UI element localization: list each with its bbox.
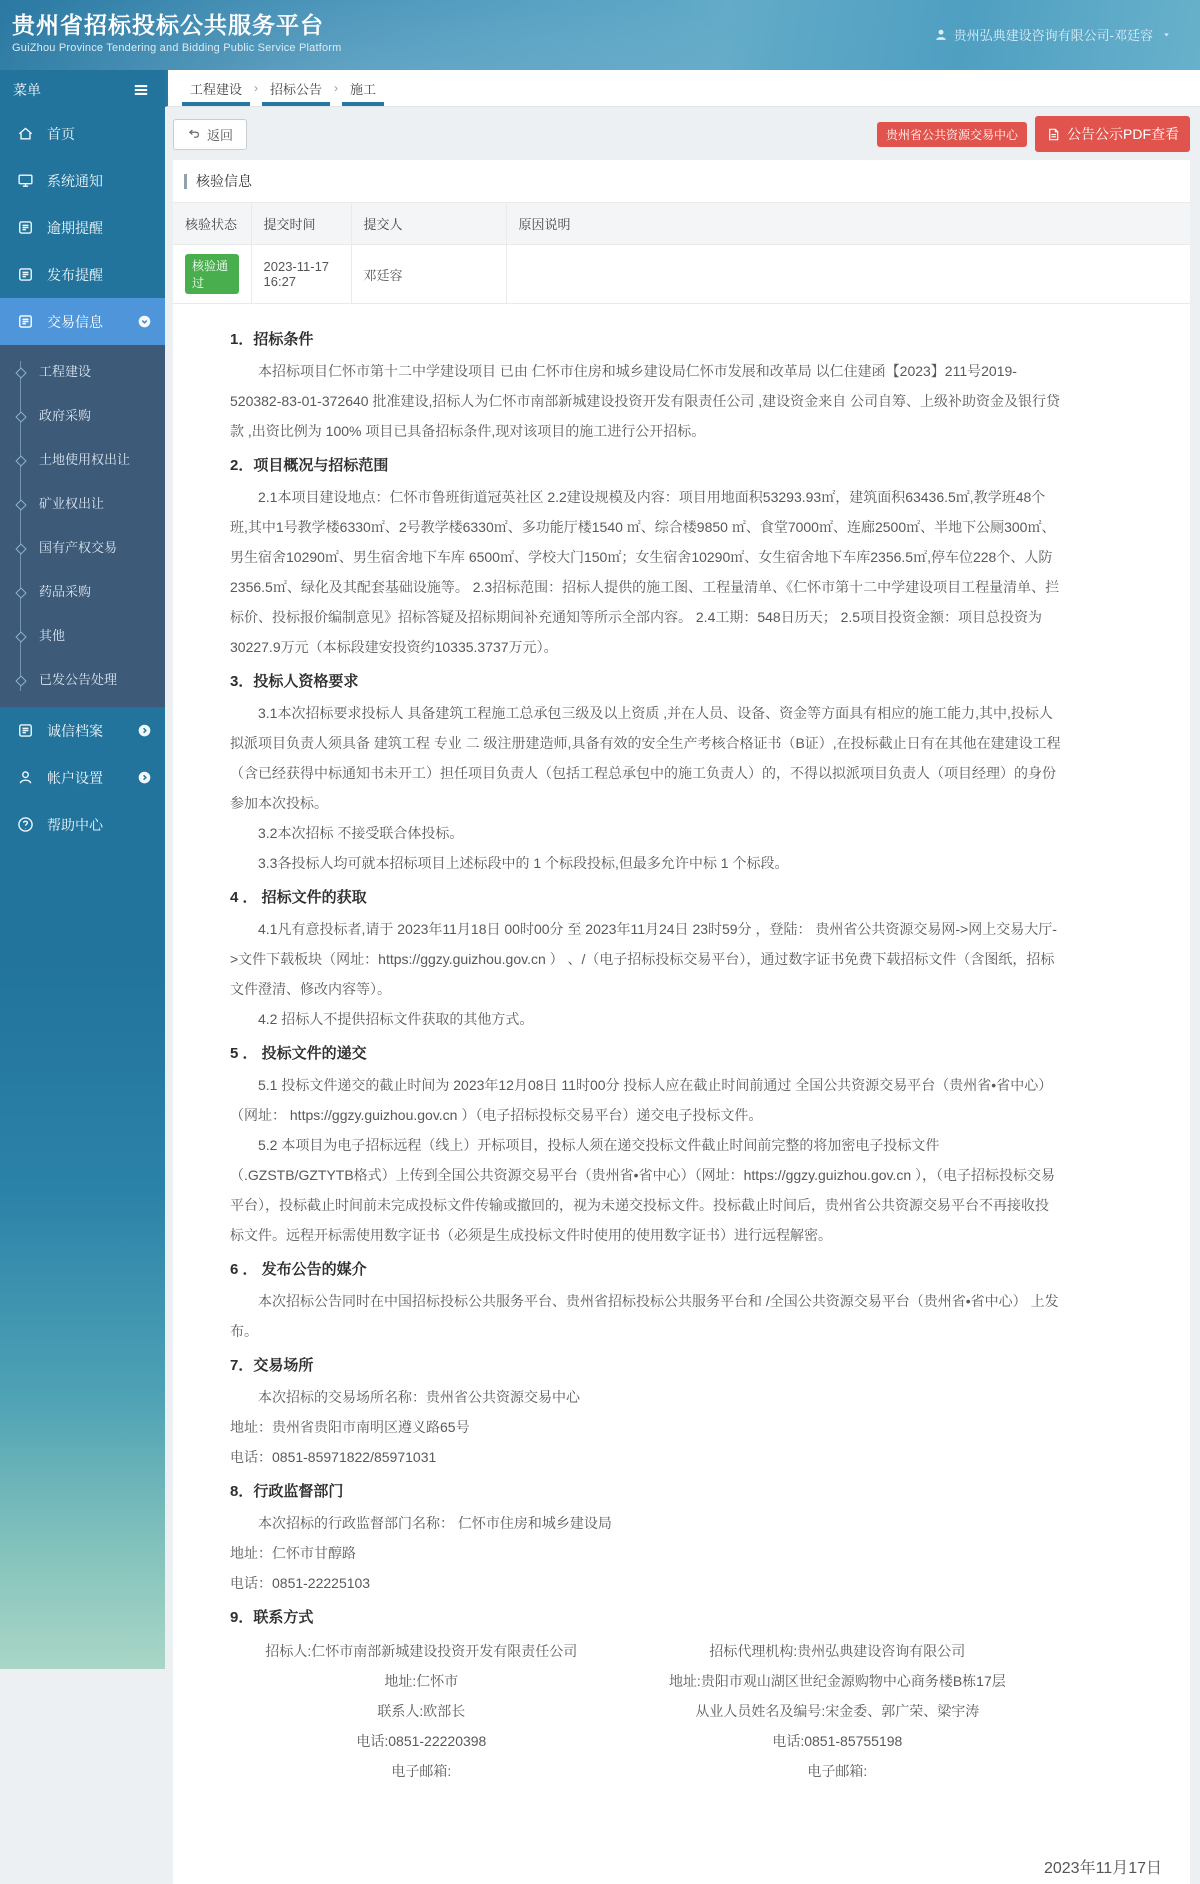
sidebar-subitem-state-owned-property[interactable]: 国有产权交易 [0, 526, 165, 570]
sidebar-item-credit-archive[interactable] [0, 707, 165, 754]
sidebar-item-trade-info[interactable] [0, 298, 165, 345]
paragraph: 3.1本次招标要求投标人 具备建筑工程施工总承包三级及以上资质 ,并在人员、设备、资金等方面具有相应的施工能力,其中,投标人拟派项目负责人须具备 建筑工程 专业 二 级注册建造师,具备有效的安全生产考核合格证书（B证）,在投标截止日有在其他在建建设工程（含已经获得中标通知书未开工）担任项目负责人（包括工程总承包中的施工负责人）的，不得以拟派项目负责人（项目经理）的身份参加本次投标。 [230, 705, 1061, 811]
contact-line: 从业人员姓名及编号:宋金委、郭广荣、梁宇涛 [695, 1703, 980, 1719]
question-icon [17, 816, 34, 833]
contact-columns [230, 1636, 1062, 1786]
section-heading: 8．行政监督部门 [230, 1483, 344, 1500]
person-icon [934, 28, 948, 42]
paragraph: 本招标项目仁怀市第十二中学建设项目 已由 仁怀市住房和城乡建设局仁怀市发展和改革局 以仁住建函【2023】211号2019-520382-83-01-372640 批准建设,招标人为仁怀市南部新城建设投资开发有限责任公司 ,建设资金来自 公司自筹、上级补助资金及银行贷款 ,出资比例为 100% 项目已具备招标条件,现对该项目的施工进行公开招标。 [230, 363, 1061, 439]
sidebar-submenu [0, 345, 165, 707]
paragraph: 本次招标的交易场所名称：贵州省公共资源交易中心 [258, 1389, 580, 1405]
user-icon [17, 769, 34, 786]
sidebar-subitem-government-procurement[interactable]: 政府采购 [0, 394, 165, 438]
column-header-reason: 原因说明 [506, 203, 1190, 245]
paragraph: 5.1 投标文件递交的截止时间为 2023年12月08日 11时00分 投标人应在截止时间前通过 全国公共资源交易平台（贵州省•省中心）（网址： https://ggzy.guizhou.gov.cn ）（电子招标投标交易平台）递交电子投标文件。 [230, 1077, 1053, 1123]
section-accent-bar [184, 174, 187, 189]
paragraph: 电话：0851-85971822/85971031 [230, 1449, 437, 1465]
breadcrumb-item[interactable]: 招标公告 [260, 70, 332, 106]
sidebar-subitem-published-announcements[interactable]: 已发公告处理 [0, 658, 165, 702]
contact-line: 地址:贵阳市观山湖区世纪金源购物中心商务楼B栋17层 [668, 1673, 1006, 1689]
contact-line: 联系人:欧部长 [377, 1703, 466, 1719]
sidebar-item-help-center[interactable] [0, 801, 165, 848]
list-icon [17, 313, 34, 330]
announcement-card [173, 160, 1190, 1884]
sidebar-item-label: 诚信档案 [47, 722, 103, 739]
paragraph: 本次招标的行政监督部门名称： 仁怀市住房和城乡建设局 [258, 1515, 612, 1531]
verify-section-header [173, 160, 1190, 202]
sidebar-item-label: 交易信息 [47, 313, 103, 330]
paragraph: 4.2 招标人不提供招标文件获取的其他方式。 [258, 1011, 534, 1027]
sidebar-item-account-settings[interactable] [0, 754, 165, 801]
column-header-person: 提交人 [351, 203, 506, 245]
breadcrumb-item[interactable]: 工程建设 [180, 70, 252, 106]
contact-line: 电话:0851-22220398 [356, 1733, 487, 1749]
page-subtitle: GuiZhou Province Tendering and Bidding Public Service Platform [12, 42, 342, 54]
status-badge: 核验通过 [185, 254, 239, 294]
sidebar-item-system-notice[interactable] [0, 157, 165, 204]
sidebar-subitem-land-use-right[interactable]: 土地使用权出让 [0, 438, 165, 482]
section-heading: 4 ． 招标文件的获取 [230, 889, 367, 906]
paragraph: 3.2本次招标 不接受联合体投标。 [258, 825, 464, 841]
paragraph: 地址：贵州省贵阳市南明区遵义路65号 [230, 1419, 470, 1435]
contact-col-left [230, 1636, 613, 1786]
chevron-right-circle-icon [137, 770, 152, 785]
sidebar-subitem-drug-procurement[interactable]: 药品采购 [0, 570, 165, 614]
announcement-date: 2023年11月17日 [1043, 1860, 1162, 1877]
sidebar-subitem-other[interactable]: 其他 [0, 614, 165, 658]
app-header [0, 0, 1200, 70]
verify-table [173, 202, 1190, 304]
section-heading: 2．项目概况与招标范围 [230, 457, 389, 474]
list-icon [17, 219, 34, 236]
section-heading: 7．交易场所 [230, 1357, 314, 1374]
sidebar-item-label: 帮助中心 [47, 816, 103, 833]
paragraph: 5.2 本项目为电子招标远程（线上）开标项目，投标人须在递交投标文件截止时间前完整的将加密电子投标文件（.GZSTB/GZTYTB格式）上传到全国公共资源交易平台（贵州省•省中心）（网址：https://ggzy.guizhou.gov.cn ），（电子招标投标交易平台），投标截止时间前未完成投标文件传输或撤回的，视为未递交投标文件。投标截止时间后，贵州省公共资源交易平台不再接收投标文件。远程开标需使用数字证书（必须是生成投标文件时使用的使用数字证书）进行远程解密。 [230, 1137, 1056, 1243]
sidebar-item-label: 系统通知 [47, 172, 103, 189]
pdf-view-button[interactable] [1035, 116, 1190, 152]
paragraph: 本次招标公告同时在中国招标投标公共服务平台、贵州省招标投标公共服务平台和 /全国公共资源交易平台（贵州省•省中心） 上发布。 [230, 1293, 1059, 1339]
reason [506, 245, 1190, 304]
breadcrumb-item[interactable]: 施工 [340, 70, 386, 106]
monitor-icon [17, 172, 34, 189]
back-arrow-icon [187, 127, 201, 141]
sidebar-item-label: 首页 [47, 125, 75, 142]
toolbar [165, 107, 1200, 160]
sidebar-menu-header [0, 70, 165, 110]
document-body [173, 304, 1190, 1796]
sidebar-item-overdue-reminder[interactable] [0, 204, 165, 251]
verify-section-title: 核验信息 [196, 173, 252, 189]
sidebar-item-label: 发布提醒 [47, 266, 103, 283]
contact-line: 招标人:仁怀市南部新城建设投资开发有限责任公司 [265, 1643, 578, 1659]
contact-line: 电子邮箱: [391, 1763, 452, 1779]
sidebar-nav-bottom [0, 707, 165, 848]
column-header-status: 核验状态 [173, 203, 251, 245]
sidebar-item-publish-reminder[interactable] [0, 251, 165, 298]
breadcrumb-separator: › [334, 81, 339, 95]
back-button[interactable] [173, 119, 247, 150]
submit-time: 2023-11-17 16:27 [251, 245, 351, 304]
toolbar-right [877, 116, 1190, 152]
contact-line: 地址:仁怀市 [384, 1673, 459, 1689]
user-menu[interactable] [934, 25, 1172, 44]
back-button-label: 返回 [207, 127, 234, 143]
section-heading: 3．投标人资格要求 [230, 673, 359, 690]
breadcrumb-separator: › [254, 81, 259, 95]
sidebar [0, 70, 165, 1669]
table-row [173, 245, 1190, 304]
submitter: 邓廷容 [351, 245, 506, 304]
list-icon [17, 266, 34, 283]
caret-down-icon [1161, 29, 1172, 40]
sidebar-item-label: 帐户设置 [47, 769, 103, 786]
hamburger-icon[interactable] [132, 81, 150, 99]
contact-line: 电子邮箱: [807, 1763, 868, 1779]
user-name: 贵州弘典建设咨询有限公司-邓廷容 [953, 28, 1153, 43]
section-heading: 9．联系方式 [230, 1609, 314, 1626]
pdf-doc-icon [1046, 127, 1061, 142]
paragraph: 地址：仁怀市甘醇路 [230, 1545, 356, 1561]
main-content [165, 70, 1200, 1877]
paragraph: 4.1凡有意投标者,请于 2023年11月18日 00时00分 至 2023年11月24日 23时59分 ，登陆： 贵州省公共资源交易网->网上交易大厅->文件下载板块（网址：https://ggzy.guizhou.gov.cn ） 、/（电子招标投标交易平台），通过数字证书免费下载招标文件（含图纸，招标文件澄清、修改内容等）。 [230, 921, 1057, 997]
contact-line: 招标代理机构:贵州弘典建设咨询有限公司 [709, 1643, 966, 1659]
pdf-view-button-label: 公告公示PDF查看 [1067, 126, 1179, 142]
column-header-time: 提交时间 [251, 203, 351, 245]
contact-col-right [613, 1636, 1062, 1786]
section-heading: 5 ． 投标文件的递交 [230, 1045, 367, 1062]
trade-center-button[interactable]: 贵州省公共资源交易中心 [877, 122, 1027, 147]
paragraph: 3.3各投标人均可就本招标项目上述标段中的 1 个标段投标,但最多允许中标 1 个标段。 [258, 855, 789, 871]
home-icon [17, 125, 34, 142]
menu-label: 菜单 [13, 82, 41, 98]
page-title: 贵州省招标投标公共服务平台 [12, 12, 324, 38]
sidebar-nav-top [0, 110, 165, 345]
list-icon [17, 722, 34, 739]
chevron-right-circle-icon [137, 723, 152, 738]
sidebar-subitem-mining-right[interactable]: 矿业权出让 [0, 482, 165, 526]
contact-line: 电话:0851-85755198 [772, 1733, 903, 1749]
section-heading: 6 ． 发布公告的媒介 [230, 1261, 367, 1278]
sidebar-item-home[interactable] [0, 110, 165, 157]
chevron-down-circle-icon [137, 314, 152, 329]
paragraph: 电话：0851-22225103 [230, 1575, 371, 1591]
paragraph: 2.1本项目建设地点：仁怀市鲁班街道冠英社区 2.2建设规模及内容：项目用地面积53293.93㎡，建筑面积63436.5㎡,教学班48个班,其中1号教学楼6330㎡、2号教学楼6330㎡、多功能厅楼1540 ㎡、综合楼9850 ㎡、食堂7000㎡、连廊2500㎡、半地下公厕300㎡、男生宿舍10290㎡、男生宿舍地下车库 6500㎡、学校大门150㎡；女生宿舍10290㎡、女生宿舍地下车库2356.5㎡,停车位228个、人防2356.5㎡、绿化及其配套基础设施等。 2.3招标范围：招标人提供的施工图、工程量清单、《仁怀市第十二中学建设项目工程量清单、拦标价、投标报价编制意见》招标答疑及招标期间补充通知等所示全部内容。 2.4工期：548日历天； 2.5项目投资金额：项目总投资为30227.9万元（本标段建安投资约10335.3737万元）。 [230, 489, 1060, 655]
breadcrumb [165, 70, 1200, 107]
sidebar-item-label: 逾期提醒 [47, 219, 103, 236]
section-heading: 1．招标条件 [230, 331, 314, 348]
sidebar-subitem-project-construction[interactable]: 工程建设 [0, 350, 165, 394]
